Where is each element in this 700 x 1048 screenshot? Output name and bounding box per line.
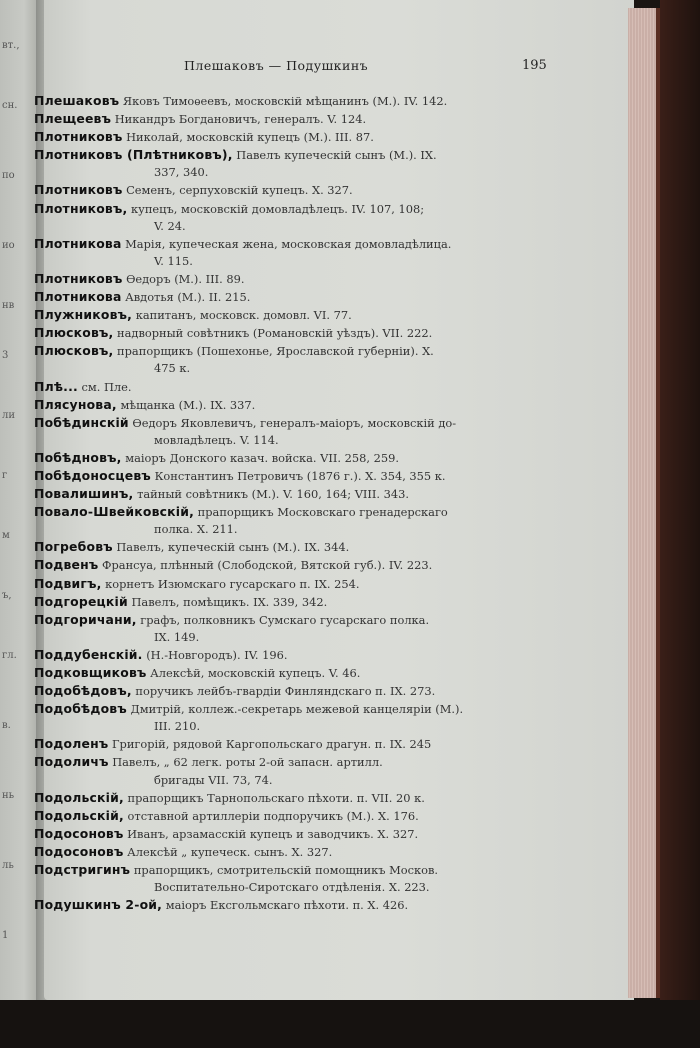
index-entry [34,575,574,593]
entry-description: Дмитрій, коллеж.-секретарь межевой канцеляріи (М.). [130,702,464,717]
index-entry [34,789,574,807]
margin-fragment: г [2,470,8,481]
page-number: 195 [522,58,547,73]
index-entry [34,753,574,788]
entry-surname: Подвигъ, [34,575,102,591]
index-entry [34,611,574,646]
index-entry [34,646,574,664]
margin-fragment: ль [2,860,14,871]
entry-surname: Плюсковъ, [34,325,114,341]
entry-description: маіоръ Донского казач. войска. VII. 258, 259. [125,450,399,465]
entry-description: капитанъ, московск. домовл. VI. 77. [135,308,352,323]
entry-surname: Подобѣдовъ [34,701,127,717]
margin-fragment: в. [2,720,11,731]
entry-description: Никандръ Богдановичъ, генералъ. V. 124. [114,112,367,127]
index-entry [34,378,574,396]
index-entry [34,896,574,914]
entry-description: Ѳедоръ Яковлевичъ, генералъ-маіоръ, московскій до- [132,415,457,430]
entry-description: прапорщикъ (Пошехонье, Ярославской губерніи). X. [117,344,434,359]
entry-description: мѣщанка (М.). IX. 337. [120,397,256,412]
entry-surname: Плотниковъ [34,129,123,145]
index-entry [34,288,574,306]
entry-surname: Подобѣдовъ, [34,683,132,699]
entry-surname: Подвенъ [34,557,99,573]
background-surface [0,1000,700,1048]
margin-fragment: сн. [2,100,18,111]
entry-description: купецъ, московскій домовладѣлецъ. IV. 107, 108; [131,201,425,216]
entry-description: поручикъ лейбъ-гвардіи Финляндскаго п. IX. 273. [135,684,436,699]
entry-surname: Плотникова [34,289,122,305]
entry-description: графъ, полковникъ Сумскаго гусарскаго полка. [140,612,430,627]
entry-description: Павелъ, „ 62 легк. роты 2-ой запасн. артилл. [112,755,383,770]
entry-surname: Подковщиковъ [34,665,147,680]
margin-fragment: ъ, [2,590,12,601]
margin-fragment: м [2,530,10,541]
entry-continuation: III. 210. [154,719,201,734]
entry-description: прапорщикъ Московскаго гренадерскаго [197,505,448,520]
index-entry [34,306,574,324]
entry-description: маіоръ Ексгольмскаго пѣхоти. п. X. 426. [165,898,409,913]
entry-surname: Подольскій, [34,807,124,823]
index-entry [34,200,574,235]
entry-surname: Подгорецкій [34,593,128,609]
entry-description: (Н.-Новгородъ). IV. 196. [146,647,288,662]
entry-description: Константинъ Петровичъ (1876 г.). X. 354, 355 к. [154,468,446,483]
margin-fragment: по [2,170,15,181]
index-entry [34,92,574,110]
entry-surname: Подоленъ [34,736,109,752]
entry-description: Франсуа, плѣнный (Слободской, Вятской губ.). IV. 223. [102,558,433,573]
entry-surname: Повало-Швейковскій, [34,504,195,520]
entry-description: Яковъ Тимоѳеевъ, московскій мѣщанинъ (М.). IV. 142. [122,94,448,108]
entry-continuation: V. 24. [154,218,186,233]
entry-surname: Подосоновъ [34,825,124,841]
entry-surname: Подосоновъ [34,843,124,859]
index-entry [34,235,574,270]
entry-description: см. Пле. [81,379,132,394]
entry-description: Григорій, рядовой Каргопольскаго драгун. п. IX. 245 [111,737,432,752]
entry-surname: Плотникова [34,235,122,251]
entry-surname: Плещеевъ [34,111,112,127]
entry-surname: Плотниковъ, [34,200,128,216]
entry-surname: Плотниковъ (Плѣтниковъ), [34,147,233,163]
entry-description: Ѳедоръ (М.). III. 89. [126,271,245,286]
entry-surname: Подоличъ [34,754,109,770]
entry-surname: Плешаковъ [34,93,120,108]
entry-description: надворный совѣтникъ (Романовскій уѣздъ). VII. 222. [117,326,433,341]
margin-fragment: ио [2,240,15,251]
index-entry [34,467,574,485]
entry-description: Иванъ, арзамасскій купецъ и заводчикъ. X. 327. [127,826,419,841]
index-entry [34,593,574,611]
entry-description: Авдотья (М.). II. 215. [125,290,251,305]
index-entry [34,825,574,843]
book-cover [660,0,700,1048]
index-entry [34,503,574,538]
entry-surname: Побѣдоносцевъ [34,467,151,483]
index-entry [34,342,574,377]
index-entry [34,414,574,449]
index-entry [34,807,574,825]
entry-surname: Поддубенскій. [34,646,143,662]
index-entry [34,735,574,753]
entry-surname: Побѣдновъ, [34,449,122,465]
entry-description: Семенъ, серпуховскій купецъ. X. 327. [126,183,353,198]
entry-description: тайный совѣтникъ (М.). V. 160, 164; VIII. 343. [137,487,410,502]
margin-fragment: ли [2,410,16,421]
entry-description: прапорщикъ, смотрительскій помощникъ Москов. [133,863,438,878]
index-entry [34,664,574,682]
entry-description: Павелъ, помѣщикъ. IX. 339, 342. [131,594,328,609]
index-entry [34,485,574,503]
entry-surname: Погребовъ [34,539,113,555]
entry-surname: Подольскій, [34,789,124,805]
entry-continuation: 337, 340. [154,165,209,180]
index-entries [34,92,574,914]
page-header [44,58,634,78]
entry-surname: Плотниковъ [34,270,123,286]
entry-continuation: мовладѣлецъ. V. 114. [154,432,279,447]
index-entry [34,146,574,181]
entry-continuation: V. 115. [154,253,193,268]
margin-fragment: гл. [2,650,17,661]
index-entry [34,181,574,199]
entry-continuation: 475 к. [154,361,191,376]
index-entry [34,128,574,146]
index-entry [34,682,574,700]
entry-continuation: полка. X. 211. [154,522,238,537]
entry-surname: Плѣ... [34,378,78,394]
margin-fragment: 1 [2,930,9,941]
margin-fragment: нв [2,300,15,311]
entry-surname: Плюсковъ, [34,343,114,359]
entry-continuation: Воспитательно-Сиротскаго отдѣленія. X. 223. [154,880,430,895]
entry-description: Павелъ купеческій сынъ (М.). IX. [236,148,437,163]
entry-description: Павелъ, купеческій сынъ (М.). IX. 344. [116,540,350,555]
index-entry [34,843,574,861]
page-stack-edge [628,8,662,998]
entry-description: Алексѣй „ купеческ. сынъ. X. 327. [127,844,333,859]
entry-description: прапорщикъ Тарнопольскаго пѣхоти. п. VII. 20 к. [127,790,425,805]
index-entry [34,538,574,556]
index-entry [34,449,574,467]
running-head: Плешаковъ — Подушкинъ [184,58,369,73]
entry-surname: Подгоричани, [34,611,137,627]
entry-description: Николай, московскій купецъ (М.). III. 87. [126,130,374,145]
entry-surname: Плясунова, [34,396,117,412]
index-entry [34,700,574,735]
entry-surname: Повалишинъ, [34,486,134,502]
entry-description: корнетъ Изюмскаго гусарскаго п. IX. 254. [105,576,360,591]
index-entry [34,556,574,574]
margin-fragment: вт., [2,40,20,51]
index-entry [34,396,574,414]
entry-description: Алексѣй, московскій купецъ. V. 46. [150,666,361,680]
entry-description: отставной артиллеріи подпоручикъ (М.). X. 176. [127,808,419,823]
index-entry [34,110,574,128]
entry-description: Марія, купеческая жена, московская домовладѣлица. [125,236,452,251]
index-entry [34,270,574,288]
entry-surname: Побѣдинскій [34,414,129,430]
index-entry [34,324,574,342]
index-entry [34,861,574,896]
entry-continuation: IX. 149. [154,629,200,644]
entry-surname: Подстригинъ [34,862,131,878]
margin-fragment: нь [2,790,15,801]
entry-surname: Плужниковъ, [34,307,133,323]
entry-surname: Плотниковъ [34,182,123,198]
margin-fragment: 3 [2,350,9,361]
entry-surname: Подушкинъ 2-ой, [34,897,163,913]
entry-continuation: бригады VII. 73, 74. [154,772,273,787]
